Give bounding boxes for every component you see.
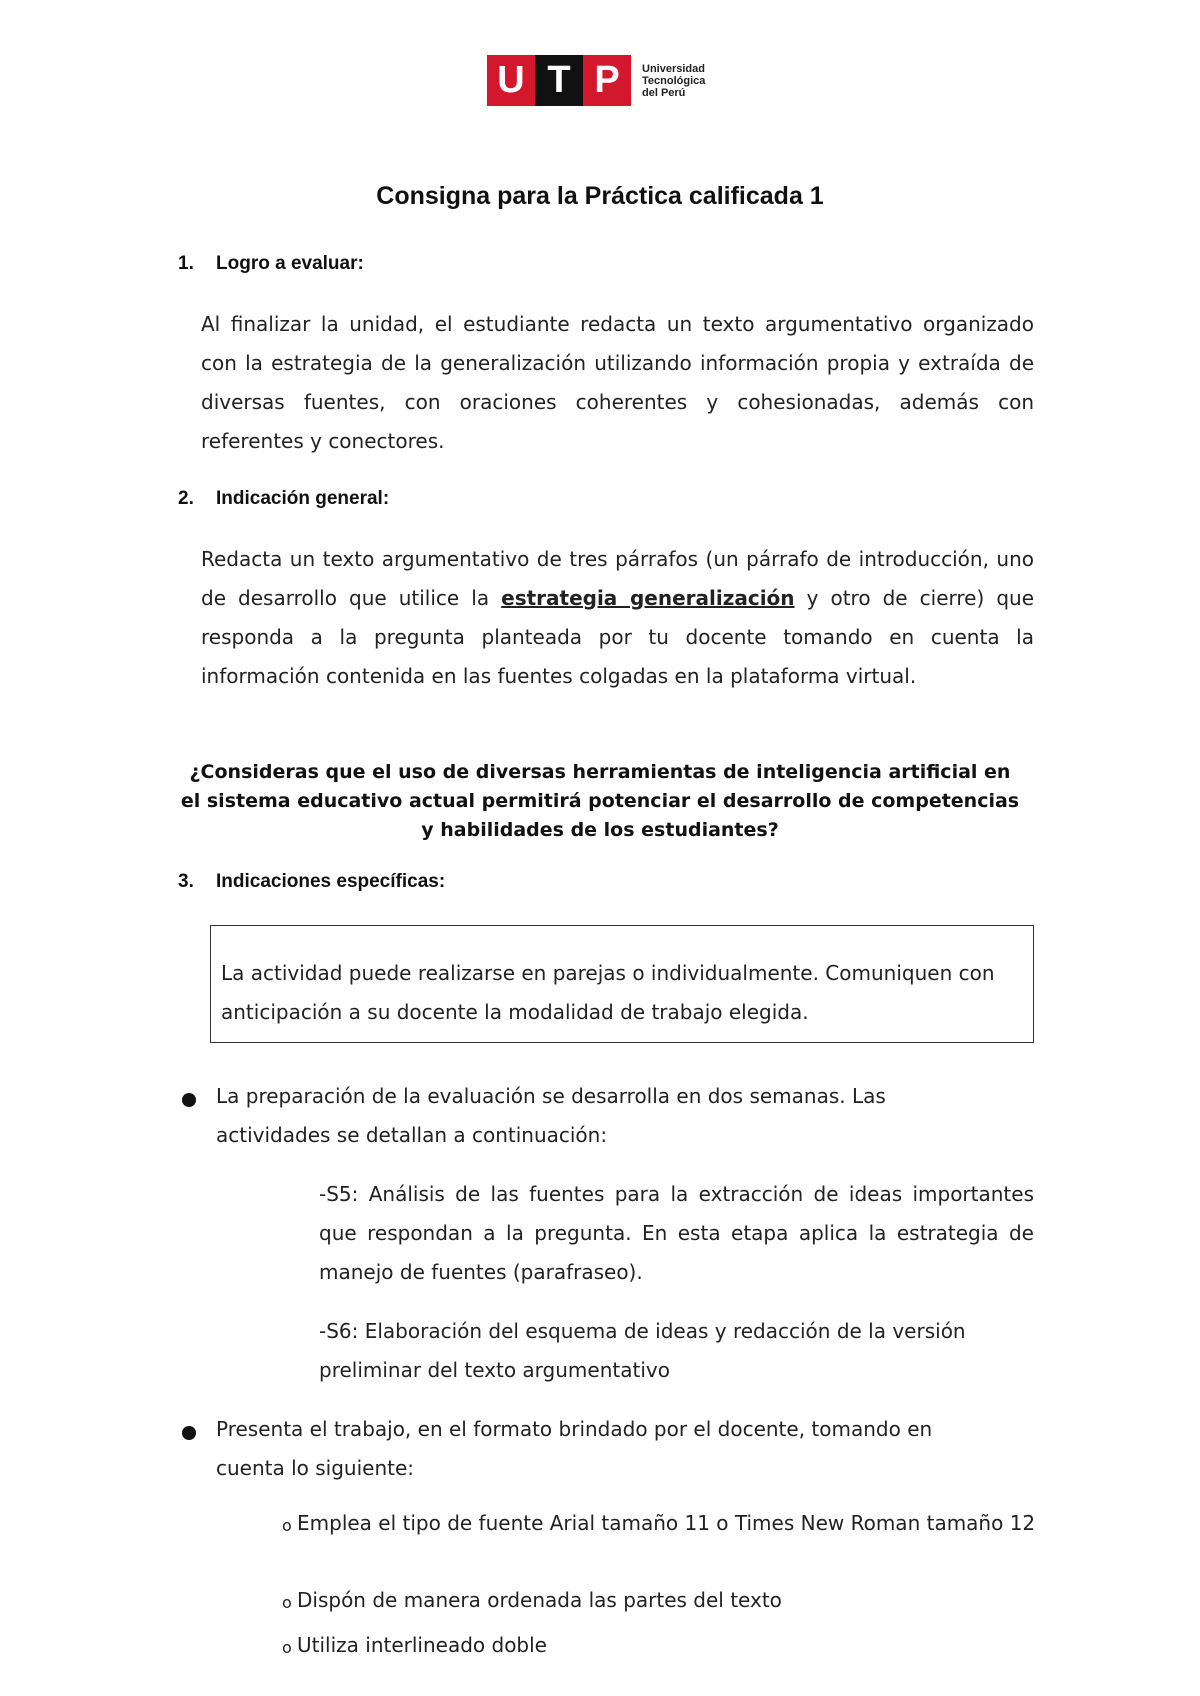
bullet-marker bbox=[182, 1093, 196, 1107]
section-2-text-after: y otro de cierre) que responda a la pregunta planteada por tu docente tomando en cuenta la información contenida en las fuentes colgadas en la plataforma virtual. bbox=[201, 586, 1034, 688]
bullet-1-text: La preparación de la evaluación se desarrolla en dos semanas. Las actividades se detallan a continuación: bbox=[216, 1084, 886, 1147]
logo-letter-p: P bbox=[583, 55, 631, 106]
argument-question: ¿Consideras que el uso de diversas herramientas de inteligencia artificial en el sistema educativo actual permitirá potenciar el desarrollo de competencias y habilidades de los estudiantes? bbox=[180, 761, 1020, 841]
section-2-heading bbox=[178, 488, 389, 510]
utp-logo bbox=[487, 55, 705, 106]
bullet-marker bbox=[182, 1426, 196, 1440]
section-2-title: Indicación general: bbox=[216, 488, 390, 509]
section-1-text: Al finalizar la unidad, el estudiante redacta un texto argumentativo organizado con la estrategia de la generalización utilizando información propia y extraída de diversas fuentes, con oraciones coherentes y cohesionadas, además con referentes y conectores. bbox=[201, 312, 1034, 453]
s6-text: -S6: Elaboración del esquema de ideas y redacción de la versión preliminar del texto argumentativo bbox=[319, 1319, 966, 1382]
section-3-number: 3. bbox=[178, 871, 194, 892]
modality-note-text: La actividad puede realizarse en parejas o individualmente. Comuniquen con anticipación a su docente la modalidad de trabajo elegida. bbox=[221, 961, 995, 1024]
section-2-number: 2. bbox=[178, 488, 194, 509]
logo-letter-u: U bbox=[487, 55, 535, 106]
section-2-text bbox=[201, 540, 1034, 696]
logo-letter-t: T bbox=[535, 55, 583, 106]
sub-item-3: Utiliza interlineado doble bbox=[297, 1633, 547, 1657]
logo-line-2: Tecnológica bbox=[642, 74, 706, 87]
section-1-number: 1. bbox=[178, 253, 194, 274]
section-3-heading bbox=[178, 871, 445, 893]
logo-line-1: Universidad bbox=[642, 62, 705, 75]
sub-item-1: Emplea el tipo de fuente Arial tamaño 11 o Times New Roman tamaño 12 bbox=[297, 1511, 1036, 1535]
page-title: Consigna para la Práctica calificada 1 bbox=[376, 182, 824, 210]
section-1-title: Logro a evaluar: bbox=[216, 253, 364, 274]
section-1-heading bbox=[178, 253, 364, 275]
section-3-title: Indicaciones específicas: bbox=[216, 871, 446, 892]
sub-marker: o bbox=[282, 1638, 292, 1657]
section-2-text-before: Redacta un texto argumentativo de tres párrafos (un párrafo de introducción, uno de desarrollo que utilice la bbox=[201, 547, 1034, 610]
logo-line-3: del Perú bbox=[642, 86, 686, 99]
modality-note-box bbox=[210, 925, 1034, 1043]
sub-marker: o bbox=[282, 1593, 292, 1612]
sub-marker: o bbox=[282, 1516, 292, 1535]
s5-text: -S5: Análisis de las fuentes para la extracción de ideas importantes que respondan a la pregunta. En esta etapa aplica la estrategia de manejo de fuentes (parafraseo). bbox=[319, 1182, 1034, 1284]
strategy-emphasis: estrategia generalización bbox=[501, 586, 795, 610]
sub-item-2: Dispón de manera ordenada las partes del texto bbox=[297, 1588, 782, 1612]
bullet-2-text: Presenta el trabajo, en el formato brindado por el docente, tomando en cuenta lo siguiente: bbox=[216, 1417, 933, 1480]
logo-wordmark bbox=[642, 63, 705, 99]
